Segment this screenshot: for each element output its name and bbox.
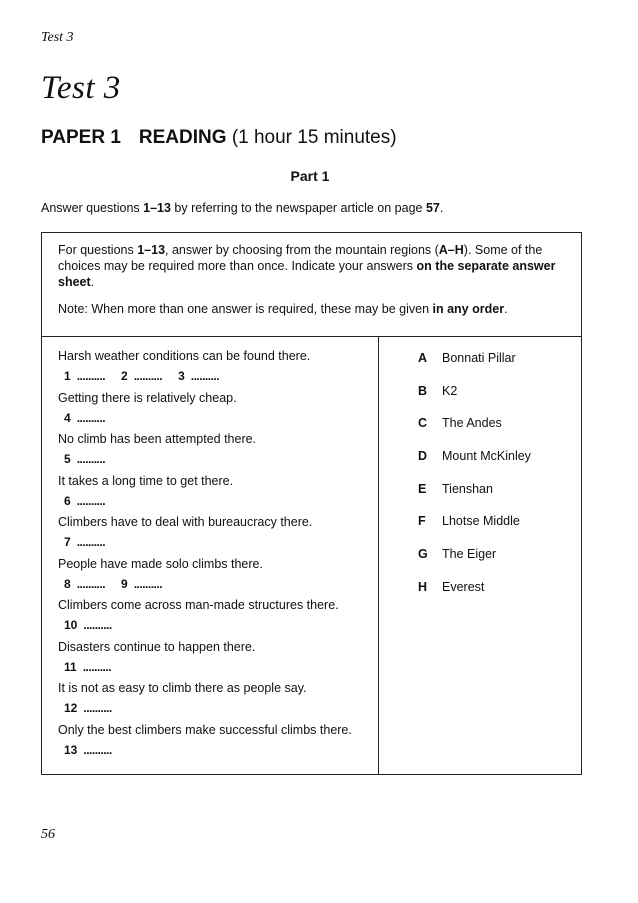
answer-blank[interactable] — [121, 366, 162, 386]
question-number: 12 — [64, 701, 78, 715]
question-number: 6 — [64, 493, 71, 508]
answer-dots: .......... — [83, 618, 112, 632]
option-letter: E — [418, 481, 427, 496]
answer-blank[interactable] — [64, 491, 105, 511]
task-box — [41, 232, 582, 775]
option-name: Tienshan — [442, 481, 493, 496]
option-letter: F — [418, 514, 426, 529]
option-item — [418, 381, 531, 414]
text-run: A–H — [438, 243, 464, 257]
page-number: 56 — [41, 827, 55, 842]
question-statement: It is not as easy to climb there as people say. — [58, 681, 307, 695]
question-statement: Getting there is relatively cheap. — [58, 390, 237, 405]
option-item — [418, 348, 531, 381]
task-paragraph-2 — [58, 301, 565, 317]
answer-dots: .......... — [76, 576, 106, 591]
answer-row — [58, 366, 373, 388]
option-letter: B — [418, 383, 428, 398]
duration-label: (1 hour 15 minutes) — [231, 127, 397, 148]
instruction-post: . — [439, 201, 444, 215]
answer-blank[interactable] — [64, 657, 111, 677]
question-list — [58, 346, 373, 761]
answer-dots: .......... — [133, 576, 163, 591]
text-run: ). Some of the choices may be required more than once. Indicate your answers — [58, 243, 543, 273]
answer-dots: .......... — [76, 493, 106, 508]
question-statement: Only the best climbers make successful climbs there. — [58, 722, 352, 737]
answer-row — [58, 657, 373, 679]
answer-blank[interactable] — [121, 574, 162, 594]
instruction-text — [41, 201, 443, 215]
text-run: Note: When more than one answer is required, these may be given — [58, 302, 433, 316]
answer-row — [58, 615, 373, 637]
option-item — [418, 511, 531, 544]
text-run: For questions — [58, 243, 138, 257]
text-run: , answer by choosing from the mountain regions ( — [165, 243, 439, 257]
question-number: 1 — [64, 369, 71, 383]
instruction-pre: Answer questions — [41, 201, 144, 215]
question-number: 9 — [121, 576, 128, 591]
option-letter: G — [418, 547, 428, 562]
answer-dots: .......... — [133, 369, 163, 383]
question-number: 13 — [64, 742, 78, 757]
option-name: Mount McKinley — [442, 449, 531, 464]
column-divider — [378, 337, 379, 774]
answer-blank[interactable] — [64, 449, 105, 469]
answer-dots: .......... — [76, 369, 106, 383]
question-number: 5 — [64, 452, 71, 466]
option-name: The Andes — [442, 416, 502, 431]
answer-blank[interactable] — [64, 574, 105, 594]
option-list — [418, 348, 531, 610]
option-name: The Eiger — [442, 547, 497, 562]
question-number: 8 — [64, 576, 71, 591]
option-item — [418, 446, 531, 479]
answer-dots: .......... — [76, 410, 106, 425]
answer-blank[interactable] — [64, 740, 112, 760]
answer-blank[interactable] — [178, 366, 219, 386]
instruction-range: 1–13 — [143, 201, 171, 215]
question-number: 2 — [121, 369, 128, 383]
question-number: 3 — [178, 369, 185, 383]
option-letter: C — [418, 416, 428, 431]
option-item — [418, 479, 531, 512]
answer-row — [58, 532, 373, 554]
option-name: K2 — [442, 383, 458, 398]
text-run: on the separate answer sheet — [58, 259, 556, 289]
option-item — [418, 577, 531, 610]
paper-label: PAPER 1 — [41, 127, 121, 148]
answer-row — [58, 449, 373, 471]
task-instructions — [42, 233, 581, 337]
answer-blank[interactable] — [64, 615, 112, 635]
question-statement: It takes a long time to get there. — [58, 473, 234, 488]
question-number: 11 — [64, 659, 77, 674]
option-item — [418, 544, 531, 577]
text-run: in any order — [432, 302, 505, 316]
answer-dots: .......... — [76, 535, 106, 549]
text-run: 1–13 — [137, 243, 166, 257]
answer-blank[interactable] — [64, 698, 112, 718]
answer-dots: .......... — [190, 369, 220, 383]
question-statement: Climbers come across man-made structures there. — [58, 598, 339, 612]
option-letter: D — [418, 449, 428, 464]
running-header: Test 3 — [41, 30, 74, 45]
answer-dots: .......... — [83, 742, 112, 757]
question-statement: Climbers have to deal with bureaucracy there. — [58, 515, 313, 529]
question-number: 10 — [64, 618, 78, 632]
option-name: Bonnati Pillar — [442, 351, 516, 365]
text-run: . — [90, 275, 95, 289]
question-number: 4 — [64, 410, 71, 425]
task-paragraph-1 — [58, 242, 565, 290]
part-heading: Part 1 — [290, 168, 330, 184]
answer-row — [58, 574, 373, 596]
answer-blank[interactable] — [64, 408, 105, 428]
option-letter: A — [418, 351, 428, 365]
option-item — [418, 413, 531, 446]
section-label: READING — [138, 127, 227, 148]
answer-blank[interactable] — [64, 366, 105, 386]
instruction-page: 57 — [425, 201, 440, 215]
text-run: . — [504, 302, 508, 316]
answer-blank[interactable] — [64, 532, 105, 552]
question-statement: Disasters continue to happen there. — [58, 639, 256, 654]
answer-dots: .......... — [76, 452, 106, 466]
instruction-mid: by referring to the newspaper article on page — [170, 201, 426, 215]
answer-row — [58, 698, 373, 720]
question-number: 7 — [64, 535, 71, 549]
option-name: Lhotse Middle — [442, 514, 520, 529]
option-letter: H — [418, 579, 428, 594]
question-statement: People have made solo climbs there. — [58, 556, 263, 571]
answer-row — [58, 740, 373, 762]
page-title: Test 3 — [41, 70, 121, 106]
question-statement: No climb has been attempted there. — [58, 432, 257, 446]
paper-heading — [41, 127, 397, 149]
answer-row — [58, 408, 373, 430]
answer-dots: .......... — [83, 701, 112, 715]
question-statement: Harsh weather conditions can be found there. — [58, 349, 311, 363]
answer-dots: .......... — [82, 659, 112, 674]
answer-row — [58, 491, 373, 513]
option-name: Everest — [442, 579, 485, 594]
